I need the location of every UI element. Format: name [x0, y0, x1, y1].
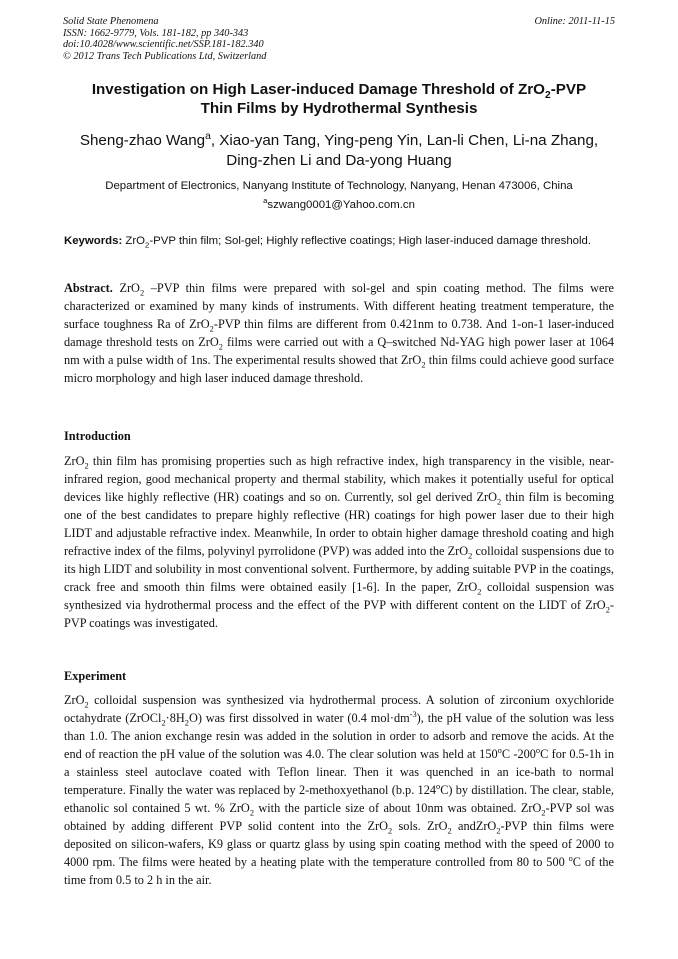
- doi-line: doi:10.4028/www.scientific.net/SSP.181-182.340: [63, 39, 264, 51]
- intro-sub: 2: [497, 497, 502, 507]
- exp-text: ZrO: [64, 693, 85, 707]
- author-others: , Xiao-yan Tang, Ying-peng Yin, Lan-li Chen, Li-na Zhang,: [210, 132, 599, 149]
- author-first: Sheng-zhao Wang: [79, 132, 206, 149]
- exp-sub: 2: [541, 808, 546, 818]
- copyright-line: © 2012 Trans Tech Publications Ltd, Switzerland: [63, 50, 267, 62]
- exp-sub: 2: [447, 826, 452, 836]
- exp-sub: 2: [161, 718, 166, 728]
- experiment-body: [64, 691, 614, 890]
- keywords: [64, 233, 614, 249]
- experiment-heading: Experiment: [64, 669, 127, 683]
- abstract-sub: 2: [421, 360, 426, 370]
- exp-text: -PVP sol was obtained by adding different PVP solid content into the ZrO: [64, 801, 614, 834]
- intro-sub: 2: [468, 551, 473, 561]
- introduction-body: [64, 452, 614, 632]
- exp-sup: -3: [409, 709, 417, 719]
- exp-text: ), the pH value of the solution was less than 1.0. The anion exchange resin was added in the solution in order to adsorb and remove the acids. At the end of reaction the pH value of the solution was 4.0. The clear solution was held at 150: [64, 711, 614, 762]
- abstract-sub: 2: [218, 342, 223, 352]
- title-text: Investigation on High Laser-induced Damage Threshold of ZrO: [91, 81, 545, 98]
- exp-text: C -200: [501, 747, 536, 762]
- exp-sub: 2: [184, 718, 189, 728]
- exp-sup: o: [436, 782, 441, 792]
- email-address: szwang0001@Yahoo.com.cn: [267, 199, 415, 211]
- exp-sup: o: [535, 746, 541, 756]
- exp-text: C for 0.5-1h in a stainless steel autoclave coated with Teflon linear. Then it was quenched in an ice-bath to normal temperature. Finally the water was replaced by 2-methoxyethanol (b.p. 124: [64, 747, 614, 798]
- email-superscript: a: [263, 196, 268, 206]
- intro-text: -PVP coatings was investigated.: [64, 598, 614, 631]
- journal-name: Solid State Phenomena: [63, 16, 159, 27]
- exp-sup: o: [568, 854, 573, 864]
- exp-text: ·8H: [165, 711, 185, 726]
- exp-sup: o: [497, 746, 502, 756]
- intro-text: colloidal suspension was synthesized via hydrothermal process and the effect of the PVP with different content on the LIDT of ZrO: [64, 580, 614, 613]
- exp-sub: 2: [249, 808, 254, 818]
- exp-text: andZrO: [451, 819, 497, 834]
- keywords-subscript: 2: [145, 240, 150, 250]
- email-line: [30, 196, 648, 215]
- exp-sub: 2: [388, 826, 393, 836]
- title-subscript: 2: [544, 90, 551, 102]
- abstract-sub: 2: [209, 324, 214, 334]
- exp-text: -PVP thin films were deposited on silicon-wafers, K9 glass or quartz glass by using spin coating method with the speed of 2000 to 4000 rpm. The films were heated by a heating plate with the temperature controlled from 80 to 500: [64, 819, 614, 870]
- online-date: Online: 2011-11-15: [534, 16, 615, 27]
- abstract-text: -PVP thin films are different from 0.421nm to 0.738. And 1-on-1 laser-induced damage threshold tests on ZrO: [64, 317, 615, 350]
- author-superscript: a: [205, 130, 211, 142]
- exp-text: C of the time from 0.5 to 2 h in the air.: [64, 855, 614, 888]
- abstract-label: Abstract.: [64, 281, 113, 295]
- author-others-line-2: Ding-zhen Li and Da-yong Huang: [226, 151, 452, 169]
- keywords-text: ZrO: [122, 235, 146, 247]
- abstract-text: ZrO: [112, 281, 140, 295]
- title-line-2: Thin Films by Hydrothermal Synthesis: [200, 100, 478, 117]
- intro-sub: 2: [605, 605, 610, 615]
- exp-sub: 2: [496, 826, 501, 836]
- title-text-end: -PVP: [550, 81, 587, 98]
- exp-text: with the particle size of about 10nm was obtained. ZrO: [254, 801, 542, 816]
- affiliation: [30, 177, 648, 215]
- exp-text: C) by distillation. The clear, stable, ethanolic sol contained 5 wt. % ZrO: [64, 783, 614, 816]
- exp-text: colloidal suspension was synthesized via hydrothermal process. A solution of zirconium oxychloride octahydrate (ZrOCl: [64, 693, 614, 726]
- keywords-text-rest: -PVP thin film; Sol-gel; Highly reflective coatings; High laser-induced damage threshold.: [149, 235, 592, 247]
- exp-sub: 2: [84, 700, 89, 710]
- journal-header: [63, 16, 266, 62]
- abstract-text: thin films could achieve good surface micro morphology and high laser induced damage threshold.: [64, 353, 614, 386]
- abstract-sub: 2: [139, 288, 145, 298]
- issn-line: ISSN: 1662-9779, Vols. 181-182, pp 340-343: [63, 27, 249, 39]
- abstract-text: films were carried out with a Q–switched Nd-YAG high power laser at 1064 nm with a pulse width of 1ns. The experimental results showed that ZrO: [64, 335, 614, 368]
- abstract: [64, 279, 614, 387]
- intro-sub: 2: [84, 461, 89, 471]
- keywords-label: Keywords:: [64, 235, 123, 247]
- intro-text: colloidal suspensions due to its high LIDT and solubility in most conventional solvent. Furthermore, by adding suitable PVP in the coatings, crack free and smooth thin films were obtained easily [1-6]. In the paper, ZrO: [64, 544, 615, 595]
- department: Department of Electronics, Nanyang Institute of Technology, Nanyang, Henan 473006, China: [105, 180, 573, 192]
- exp-text: O) was first dissolved in water (0.4 mol·dm: [188, 711, 410, 726]
- intro-text: thin film is becoming one of the best candidates to prepare highly reflective (HR) coatings for high power laser due to their high LIDT and adjustable refractive index. Meanwhile, In order to obtain higher damage threshold coating and high refractive index of the films, polyvinyl pyrrolidone (PVP) was added into the ZrO: [64, 490, 614, 559]
- introduction-heading: Introduction: [64, 429, 131, 443]
- abstract-text: –PVP thin films were prepared with sol-gel and spin coating method. The films were characterized or examined by many kinds of instruments. With different heating treatment temperature, the surface toughness Ra of ZrO: [64, 281, 615, 332]
- author-list: [30, 131, 648, 170]
- paper-title: [40, 80, 638, 118]
- intro-text: ZrO: [64, 454, 85, 468]
- exp-text: sols. ZrO: [392, 819, 448, 834]
- intro-sub: 2: [477, 587, 482, 597]
- intro-text: thin film has promising properties such as high refractive index, high transparency in the visible, near-infrared region, good mechanical property and thermal stability, which makes it potentially useful for optical devices like highly reflective (HR) coatings and so on. Currently, sol gel derived ZrO: [64, 454, 614, 505]
